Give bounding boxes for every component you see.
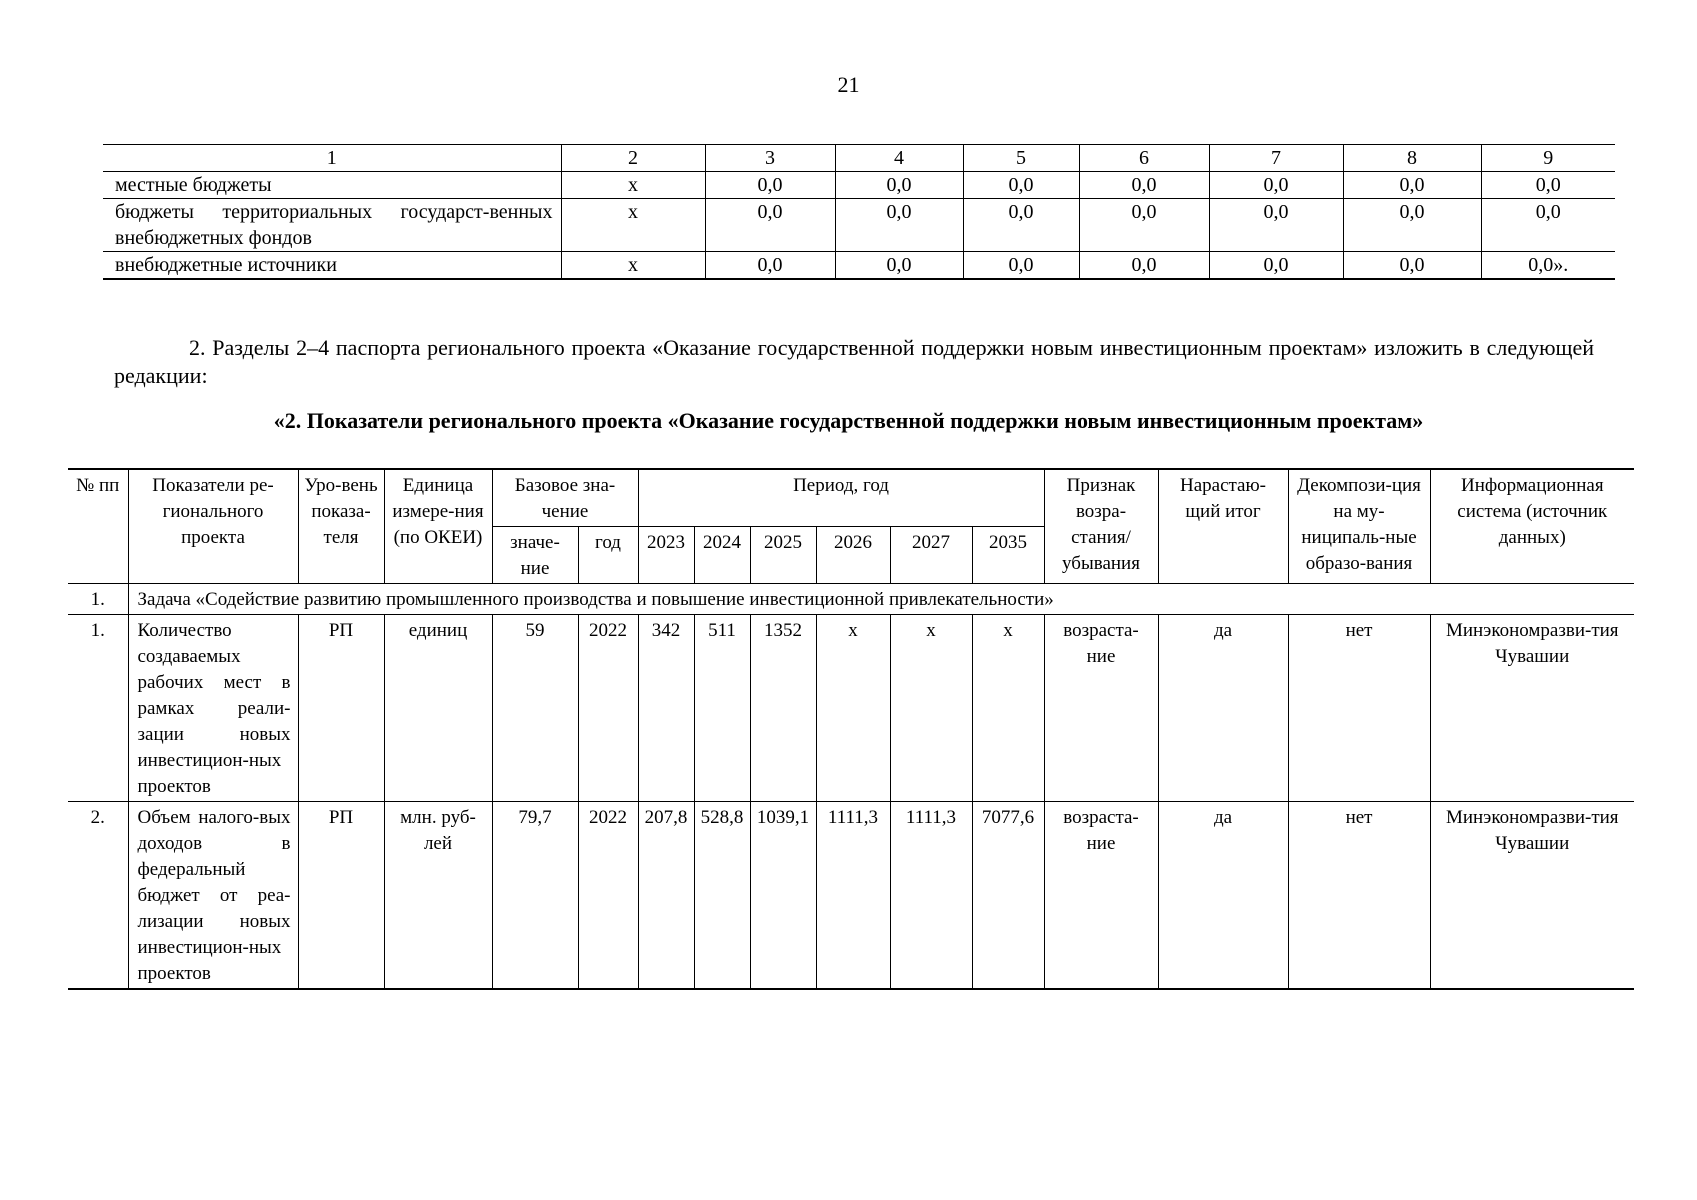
header-year: 2023 [638, 527, 694, 584]
column-header: 9 [1481, 145, 1615, 172]
table-header-row [103, 145, 1615, 172]
header-year: 2035 [972, 527, 1044, 584]
info-system: Минэкономразви-тия Чувашии [1430, 802, 1634, 990]
indicators-table [68, 468, 1634, 990]
growth-sign: возраста-ние [1044, 802, 1158, 990]
header-base-value-value: значе-ние [492, 527, 578, 584]
year-value: 1039,1 [750, 802, 816, 990]
year-value: 528,8 [694, 802, 750, 990]
header-unit: Единица измере-ния (по ОКЕИ) [384, 469, 492, 584]
table-cell: 0,0». [1481, 252, 1615, 280]
year-value: 342 [638, 615, 694, 802]
table-row [103, 252, 1615, 280]
table-cell: 0,0 [835, 199, 963, 252]
year-value: x [890, 615, 972, 802]
header-year: 2024 [694, 527, 750, 584]
table-row [103, 172, 1615, 199]
year-value: 1111,3 [816, 802, 890, 990]
table-cell: x [561, 199, 705, 252]
info-system: Минэкономразви-тия Чувашии [1430, 615, 1634, 802]
task-number: 1. [68, 584, 128, 615]
table-cell: 0,0 [1343, 172, 1481, 199]
decomposition: нет [1288, 615, 1430, 802]
table-cell: 0,0 [835, 172, 963, 199]
header-base-value: Базовое зна-чение [492, 469, 638, 527]
table-cell: 0,0 [1481, 172, 1615, 199]
header-level: Уро-вень показа-теля [298, 469, 384, 584]
column-header: 2 [561, 145, 705, 172]
table-cell: 0,0 [1209, 199, 1343, 252]
table-cell: 0,0 [1209, 172, 1343, 199]
row-number: 2. [68, 802, 128, 990]
header-decomposition: Декомпози-ция на му-ниципаль-ные образо-вания [1288, 469, 1430, 584]
budget-sources-table [103, 144, 1615, 280]
page-number: 21 [837, 72, 860, 97]
table-cell: 0,0 [1079, 172, 1209, 199]
header-year: 2027 [890, 527, 972, 584]
year-value: x [816, 615, 890, 802]
year-value: 7077,6 [972, 802, 1044, 990]
table-cell: 0,0 [963, 199, 1079, 252]
row-label: местные бюджеты [103, 172, 561, 199]
base-year: 2022 [578, 615, 638, 802]
header-base-year: год [578, 527, 638, 584]
growth-sign: возраста-ние [1044, 615, 1158, 802]
task-row [68, 584, 1634, 615]
indicator-name: Объем налого-вых доходов в федеральный бюджет от реа-лизации новых инвестицион-ных проектов [128, 802, 298, 990]
year-value: 1111,3 [890, 802, 972, 990]
year-value: 511 [694, 615, 750, 802]
table-cell: 0,0 [1209, 252, 1343, 280]
base-value: 59 [492, 615, 578, 802]
cumulative: да [1158, 802, 1288, 990]
column-header: 7 [1209, 145, 1343, 172]
table-cell: 0,0 [705, 252, 835, 280]
section-heading: «2. Показатели регионального проекта «Оказание государственной поддержки новым инвестиционным проектам» [273, 408, 1424, 433]
table-cell: 0,0 [963, 252, 1079, 280]
row-number: 1. [68, 615, 128, 802]
column-header: 1 [103, 145, 561, 172]
header-number: № пп [68, 469, 128, 584]
table-cell: 0,0 [705, 172, 835, 199]
indicator-unit: единиц [384, 615, 492, 802]
indicator-level: РП [298, 802, 384, 990]
header-info-system: Информационная система (источник данных) [1430, 469, 1634, 584]
table-cell: 0,0 [1343, 199, 1481, 252]
table-cell: 0,0 [705, 199, 835, 252]
cumulative: да [1158, 615, 1288, 802]
table-cell: x [561, 252, 705, 280]
table-row [103, 199, 1615, 252]
row-label: внебюджетные источники [103, 252, 561, 280]
table-cell: 0,0 [1079, 252, 1209, 280]
amendment-paragraph: 2. Разделы 2–4 паспорта регионального проекта «Оказание государственной поддержки новым инвестиционным проектам» изложить в следующей редакции: [114, 335, 1594, 388]
indicator-unit: млн. руб-лей [384, 802, 492, 990]
decomposition: нет [1288, 802, 1430, 990]
row-label: бюджеты территориальных государст-венных внебюджетных фондов [103, 199, 561, 252]
header-year: 2025 [750, 527, 816, 584]
table-cell: x [561, 172, 705, 199]
column-header: 5 [963, 145, 1079, 172]
column-header: 6 [1079, 145, 1209, 172]
table-cell: 0,0 [1079, 199, 1209, 252]
header-period: Период, год [638, 469, 1044, 527]
table-cell: 0,0 [835, 252, 963, 280]
task-text: Задача «Содействие развитию промышленного производства и повышение инвестиционной привлекательности» [128, 584, 1634, 615]
table-row [68, 615, 1634, 802]
table-row [68, 802, 1634, 990]
table-cell: 0,0 [963, 172, 1079, 199]
header-year: 2026 [816, 527, 890, 584]
year-value: 1352 [750, 615, 816, 802]
year-value: 207,8 [638, 802, 694, 990]
base-value: 79,7 [492, 802, 578, 990]
indicator-level: РП [298, 615, 384, 802]
header-growth-sign: Признак возра-стания/ убывания [1044, 469, 1158, 584]
table-cell: 0,0 [1343, 252, 1481, 280]
header-cumulative: Нарастаю-щий итог [1158, 469, 1288, 584]
base-year: 2022 [578, 802, 638, 990]
indicator-name: Количество создаваемых рабочих мест в рамках реали-зации новых инвестицион-ных проектов [128, 615, 298, 802]
table-cell: 0,0 [1481, 199, 1615, 252]
year-value: x [972, 615, 1044, 802]
table-header-row [68, 469, 1634, 527]
column-header: 8 [1343, 145, 1481, 172]
column-header: 4 [835, 145, 963, 172]
column-header: 3 [705, 145, 835, 172]
header-indicator-name: Показатели ре-гионального проекта [128, 469, 298, 584]
